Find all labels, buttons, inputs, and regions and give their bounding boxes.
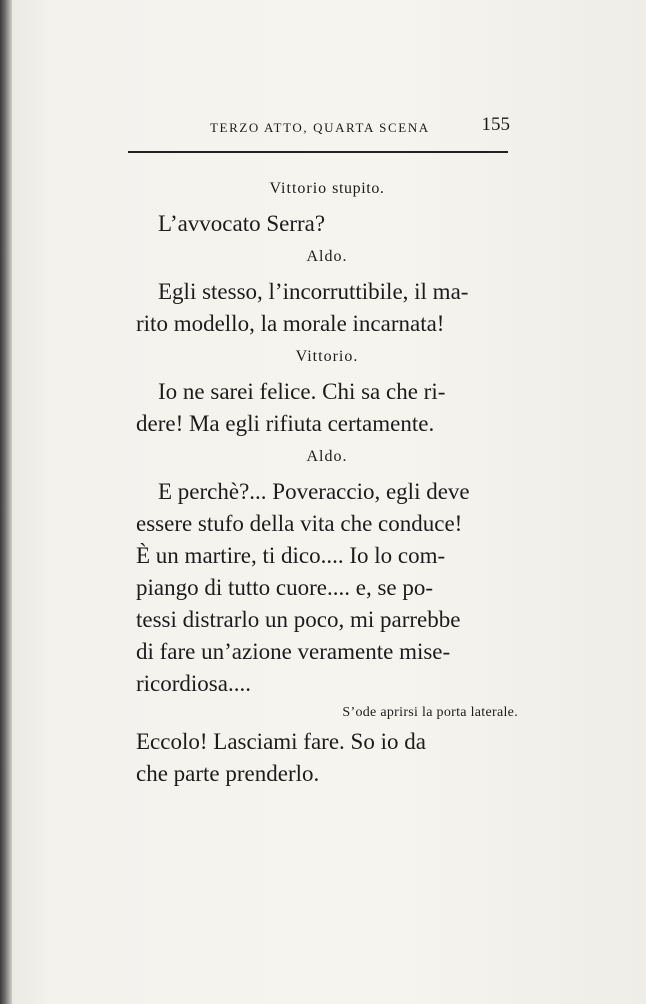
speech — [136, 276, 518, 340]
speech — [136, 376, 518, 440]
speech-line: ricordiosa.... — [136, 671, 251, 696]
speech-line: che parte prenderlo. — [136, 761, 320, 786]
speech-line: Io ne sarei felice. Chi sa che ri- — [158, 379, 446, 404]
page-header — [128, 112, 510, 142]
header-rule — [128, 151, 508, 153]
speaker-cue: stupito. — [332, 180, 385, 197]
speech-line: E perchè?... Poveraccio, egli deve — [158, 479, 470, 504]
speaker-name: Vittorio. — [295, 348, 359, 365]
speaker-heading — [136, 176, 518, 202]
speaker-heading — [136, 244, 518, 270]
speaker-name: Aldo. — [306, 448, 348, 465]
page-binding-edge — [0, 0, 12, 1004]
speech-line: rito modello, la morale incarnata! — [136, 311, 445, 336]
speech-line: dere! Ma egli rifiuta certamente. — [136, 411, 435, 436]
speech-line: Egli stesso, l’incorruttibile, il ma- — [158, 279, 469, 304]
page-number: 155 — [481, 114, 510, 135]
speech — [136, 476, 518, 700]
speech-line: L’avvocato Serra? — [158, 211, 326, 236]
speaker-heading — [136, 444, 518, 470]
speech — [136, 726, 518, 790]
speaker-heading — [136, 344, 518, 370]
speech-line: piango di tutto cuore.... e, se po- — [136, 575, 434, 600]
running-title: TERZO ATTO, QUARTA SCENA — [210, 120, 430, 135]
stage-direction: S’ode aprirsi la porta laterale. — [342, 705, 518, 720]
speaker-name: Vittorio — [269, 180, 328, 197]
play-text — [136, 172, 518, 790]
speech-line: È un martire, ti dico.... Io lo com- — [136, 543, 446, 568]
speech — [136, 208, 518, 240]
speaker-name: Aldo. — [306, 248, 348, 265]
speech-line: di fare un’azione veramente mise- — [136, 639, 451, 664]
speech-line: tessi distrarlo un poco, mi parrebbe — [136, 607, 461, 632]
speech-line: essere stufo della vita che conduce! — [136, 511, 463, 536]
speech-line: Eccolo! Lasciami fare. So io da — [136, 729, 426, 754]
